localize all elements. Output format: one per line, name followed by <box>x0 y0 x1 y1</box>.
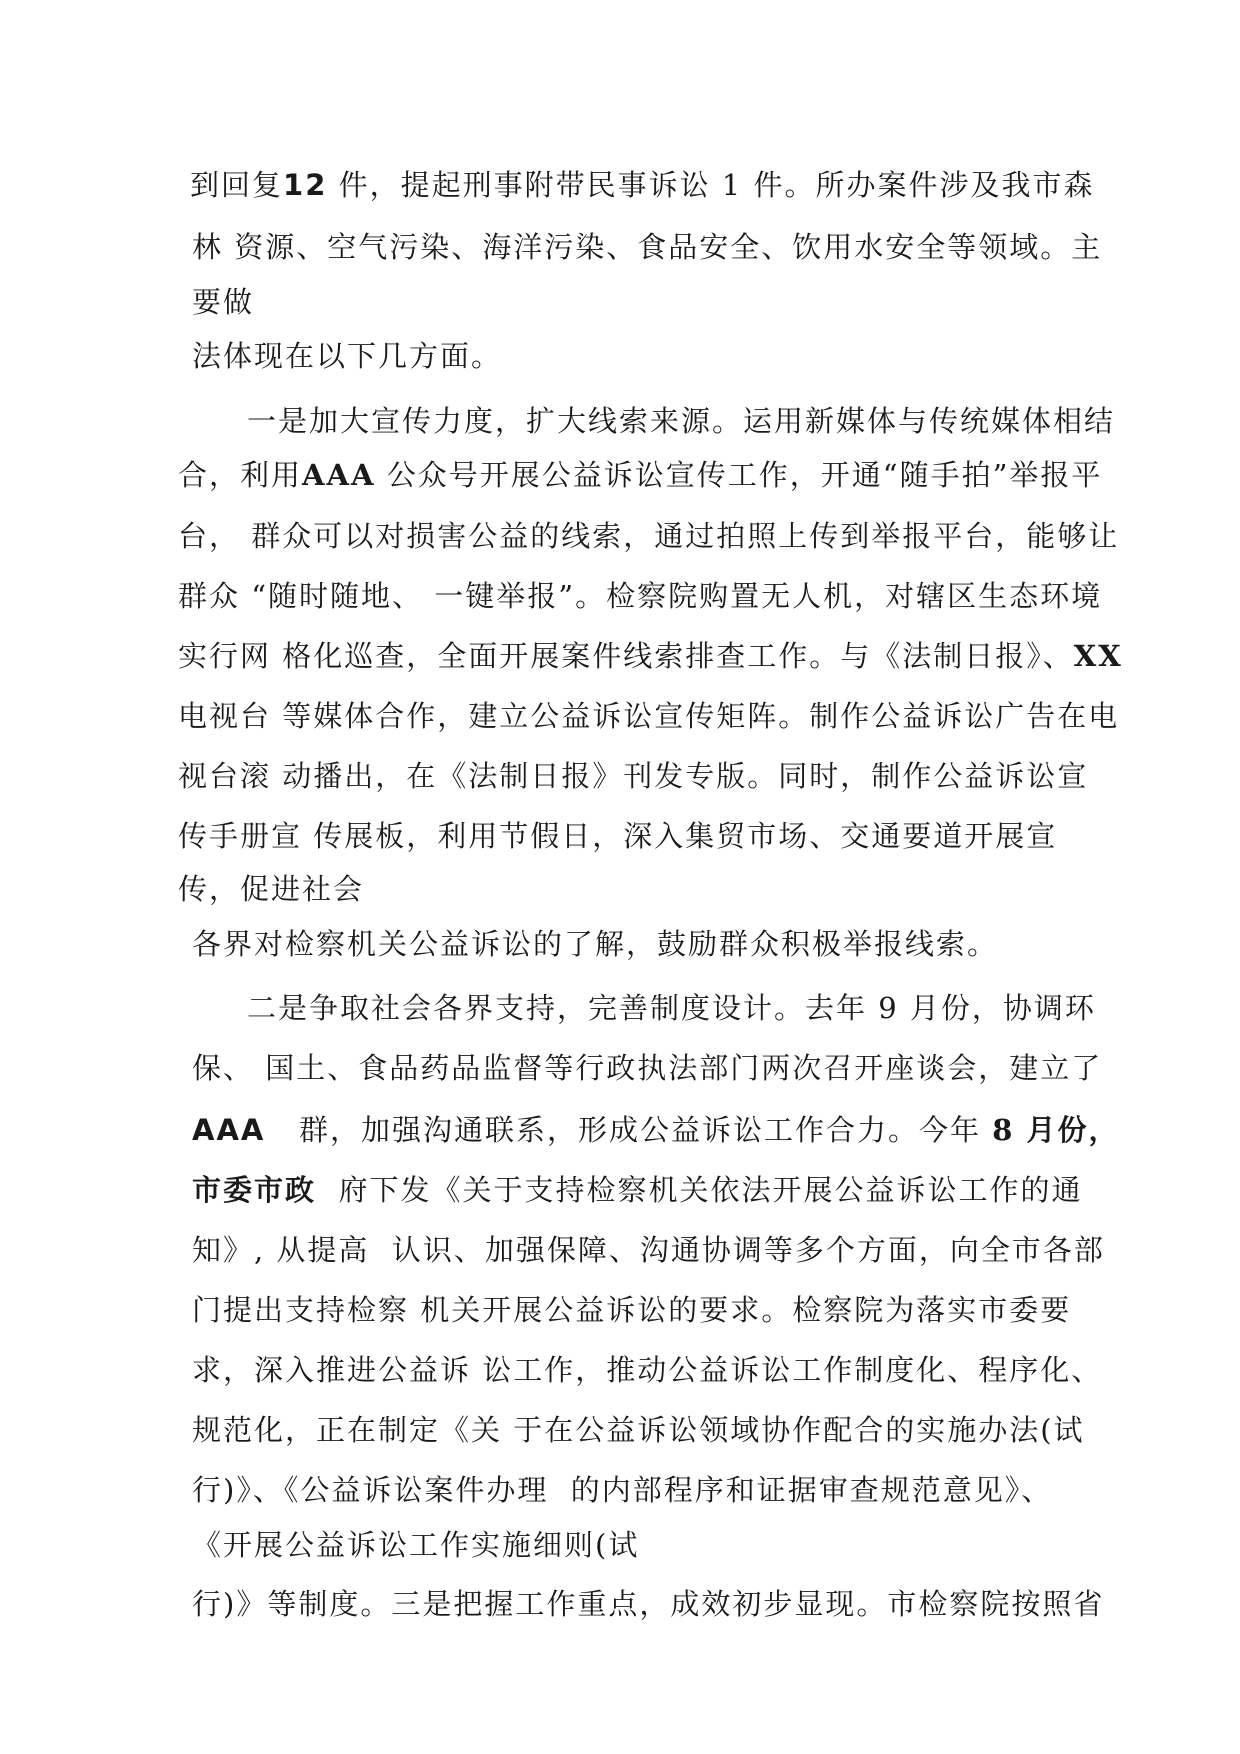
text-line: 规范化，正在制定《关 于在公益诉讼领域协作配合的实施办法(试 <box>192 1413 1085 1447</box>
text-line: 求，深入推进公益诉 讼工作，推动公益诉讼工作制度化、程序化、 <box>192 1353 1103 1387</box>
text-line: 各界对检察机关公益诉讼的了解，鼓励群众积极举报线索。 <box>192 927 999 961</box>
text-line: 保、 国土、食品药品监督等行政执法部门两次召开座谈会，建立了 <box>192 1051 1103 1085</box>
text-line: 门提出支持检察 机关开展公益诉讼的要求。检察院为落实市委要 <box>192 1293 1072 1327</box>
text-line: 实行网 格化巡查，全面开展案件线索排查工作。与《法制日报》、XX <box>178 639 1123 673</box>
text-line: 知》, 从提高 认识、加强保障、沟通协调等多个方面，向全市各部 <box>192 1233 1105 1267</box>
text-line: 传手册宣 传展板，利用节假日，深入集贸市场、交通要道开展宣 <box>178 819 1058 853</box>
text-line: 群众 “随时随地、 一键举报”。检察院购置无人机，对辖区生态环境 <box>178 579 1103 613</box>
text-line: 视台滚 动播出，在《法制日报》刊发专版。同时，制作公益诉讼宣 <box>178 759 1089 793</box>
text-line: 传，促进社会 <box>178 872 365 906</box>
text-line: 台， 群众可以对损害公益的线索，通过拍照上传到举报平台，能够让 <box>178 519 1120 553</box>
text-line: 林 资源、空气污染、海洋污染、食品安全、饮用水安全等领域。主 <box>192 230 1103 264</box>
text-line: 市委市政 府下发《关于支持检察机关依法开展公益诉讼工作的通 <box>192 1173 1083 1207</box>
text-line: 一是加大宣传力度，扩大线索来源。运用新媒体与传统媒体相结 <box>247 404 1116 438</box>
text-line: 行)》、《公益诉讼案件办理 的内部程序和证据审查规范意见》、 <box>192 1473 1053 1507</box>
text-line: 电视台 等媒体合作，建立公益诉讼宣传矩阵。制作公益诉讼广告在电 <box>178 699 1120 733</box>
text-line: 法体现在以下几方面。 <box>192 339 503 373</box>
text-line: AAA 群，加强沟通联系，形成公益诉讼工作合力。今年 8 月份， <box>192 1113 1120 1147</box>
text-line: 《开展公益诉讼工作实施细则(试 <box>192 1528 640 1562</box>
text-line: 二是争取社会各界支持，完善制度设计。去年 9 月份，协调环 <box>247 991 1096 1025</box>
text-line: 要做 <box>192 285 255 319</box>
text-line: 合，利用AAA 公众号开展公益诉讼宣传工作，开通“随手拍”举报平 <box>178 458 1103 492</box>
text-line: 行)》等制度。三是把握工作重点，成效初步显现。市检察院按照省 <box>192 1587 1105 1621</box>
text-line: 到回复12 件，提起刑事附带民事诉讼 1 件。所办案件涉及我市森 <box>190 168 1095 202</box>
